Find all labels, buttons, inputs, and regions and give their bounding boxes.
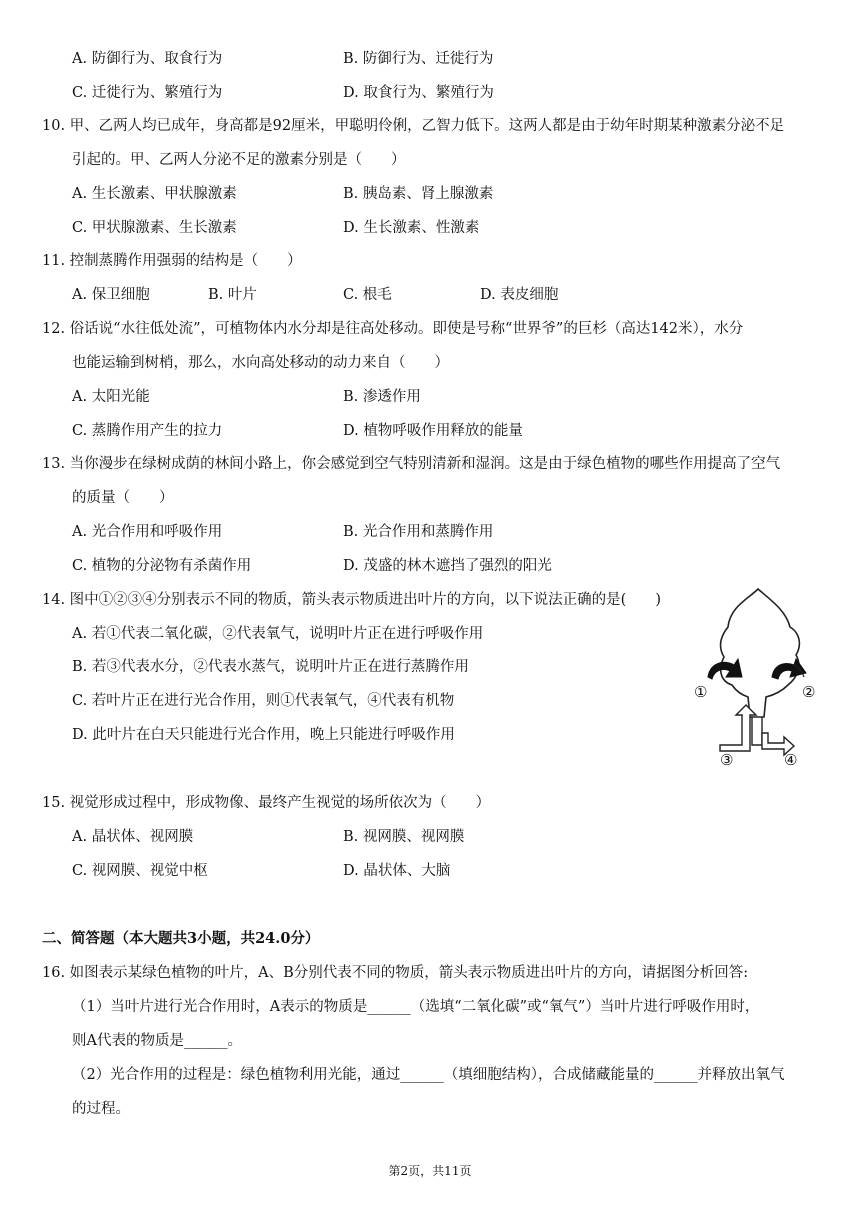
q11-number: 11. [42, 253, 66, 269]
q14-option-d: D. 此叶片在白天只能进行光合作用，晚上只能进行呼吸作用 [72, 727, 455, 743]
q10-stem-line1: 10. 甲、乙两人均已成年，身高都是92厘米，甲聪明伶俐，乙智力低下。这两人都是由于幼年时期某种激素分泌不足 [42, 118, 785, 134]
figure-label-3: ③ [720, 751, 734, 769]
q9-option-b: B. 防御行为、迁徙行为 [343, 51, 494, 67]
figure-label-2: ② [802, 683, 816, 701]
q15-option-d: D. 晶状体、大脑 [343, 863, 451, 879]
q10-option-c: C. 甲状腺激素、生长激素 [72, 220, 237, 236]
q15-option-b: B. 视网膜、视网膜 [343, 829, 465, 845]
q14-stem: 14. 图中①②③④分别表示不同的物质，箭头表示物质进出叶片的方向，以下说法正确的是( ) [42, 592, 661, 608]
q12-stem-line2: 也能运输到树梢，那么，水向高处移动的动力来自（ ） [72, 355, 449, 371]
q11-stem: 11. 控制蒸腾作用强弱的结构是（ ） [42, 253, 302, 269]
q13-option-c: C. 植物的分泌物有杀菌作用 [72, 558, 252, 574]
leaf-outline [721, 589, 800, 717]
page-footer: 第2页，共11页 [388, 1164, 472, 1178]
leaf-diagram [690, 585, 830, 770]
q16-stem: 16. 如图表示某绿色植物的叶片，A、B分别代表不同的物质，箭头表示物质进出叶片的方向，请据图分析回答: [42, 965, 749, 981]
q12-stem-line1: 12. 俗话说“水往低处流”，可植物体内水分却是往高处移动。即使是号称“世界爷”的巨杉（高达142米），水分 [42, 321, 744, 337]
figure-label-1: ① [694, 683, 708, 701]
leaf-stem [752, 717, 762, 745]
q13-stem-line2: 的质量（ ） [72, 490, 174, 506]
q13-number: 13. [42, 456, 66, 472]
q16-sub1-line1: （1）当叶片进行光合作用时，A表示的物质是______（选填“二氧化碳”或“氧气”）当叶片进行呼吸作用时， [72, 999, 760, 1015]
q16-sub1-line2: 则A代表的物质是______。 [72, 1033, 242, 1049]
q10-stem-line2: 引起的。甲、乙两人分泌不足的激素分别是（ ） [72, 152, 406, 168]
q11-option-a: A. 保卫细胞 [72, 287, 150, 303]
section-heading: 二、简答题（本大题共3小题，共24.0分） [42, 930, 320, 947]
q12-option-b: B. 渗透作用 [343, 389, 421, 405]
q10-number: 10. [42, 118, 66, 134]
q13-option-b: B. 光合作用和蒸腾作用 [343, 524, 494, 540]
q12-number: 12. [42, 321, 66, 337]
q11-option-c: C. 根毛 [343, 287, 392, 303]
q14-option-a: A. 若①代表二氧化碳，②代表氧气，说明叶片正在进行呼吸作用 [72, 626, 484, 642]
q13-stem-line1: 13. 当你漫步在绿树成荫的林间小路上，你会感觉到空气特别清新和湿润。这是由于绿色植物的哪些作用提高了空气 [42, 456, 781, 472]
q14-number: 14. [42, 592, 66, 608]
q15-option-a: A. 晶状体、视网膜 [72, 829, 194, 845]
q10-option-a: A. 生长激素、甲状腺激素 [72, 186, 237, 202]
q16-sub2-line1: （2）光合作用的过程是：绿色植物利用光能，通过______（填细胞结构），合成储藏能量的______并释放出氧气 [72, 1067, 785, 1083]
q12-option-a: A. 太阳光能 [72, 389, 150, 405]
arrow-3 [720, 705, 756, 751]
figure-label-4: ④ [784, 751, 798, 769]
q10-option-d: D. 生长激素、性激素 [343, 220, 480, 236]
q12-option-d: D. 植物呼吸作用释放的能量 [343, 423, 523, 439]
q13-option-a: A. 光合作用和呼吸作用 [72, 524, 223, 540]
q12-option-c: C. 蒸腾作用产生的拉力 [72, 423, 223, 439]
q9-option-c: C. 迁徙行为、繁殖行为 [72, 85, 223, 101]
q11-option-d: D. 表皮细胞 [480, 287, 559, 303]
q13-option-d: D. 茂盛的林木遮挡了强烈的阳光 [343, 558, 552, 574]
q15-option-c: C. 视网膜、视觉中枢 [72, 863, 208, 879]
q9-option-a: A. 防御行为、取食行为 [72, 51, 223, 67]
q14-option-b: B. 若③代表水分，②代表水蒸气，说明叶片正在进行蒸腾作用 [72, 659, 469, 675]
q15-stem: 15. 视觉形成过程中，形成物像、最终产生视觉的场所依次为（ ） [42, 795, 491, 811]
q9-option-d: D. 取食行为、繁殖行为 [343, 85, 494, 101]
q14-option-c: C. 若叶片正在进行光合作用，则①代表氧气，④代表有机物 [72, 693, 455, 709]
q11-option-b: B. 叶片 [208, 287, 257, 303]
q16-sub2-line2: 的过程。 [72, 1101, 130, 1117]
q16-number: 16. [42, 965, 66, 981]
q10-option-b: B. 胰岛素、肾上腺激素 [343, 186, 494, 202]
q15-number: 15. [42, 795, 66, 811]
